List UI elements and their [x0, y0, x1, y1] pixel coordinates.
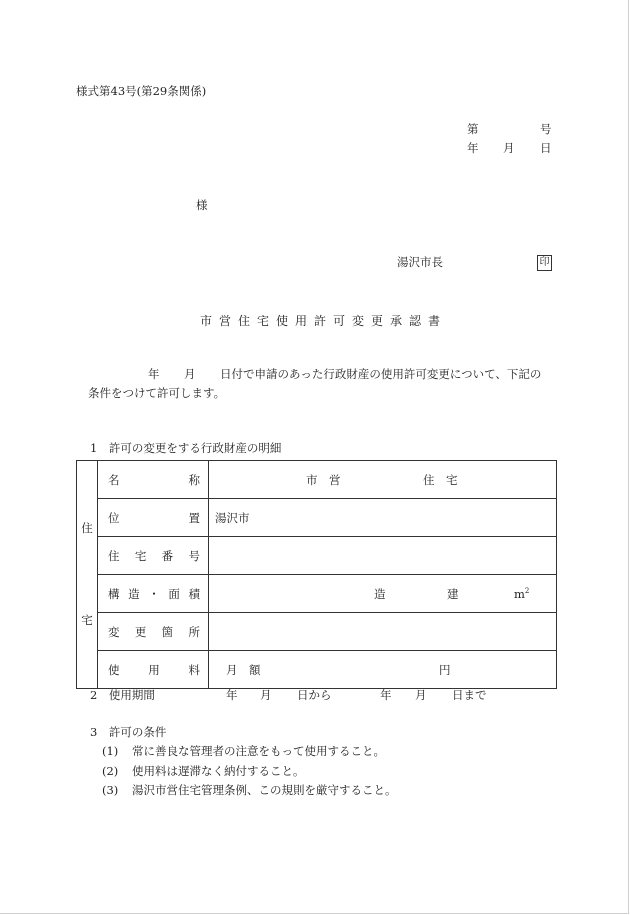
table-row	[77, 613, 557, 651]
condition-text-2: 使用料は遅滞なく納付すること。	[132, 764, 305, 778]
side-label-top: 住	[81, 521, 93, 535]
date-day: 日	[540, 141, 552, 155]
table-row	[77, 461, 557, 499]
period-from-day: 日から	[297, 688, 332, 702]
period-to-year: 年	[380, 688, 392, 702]
value-name-a: 市 営	[306, 472, 341, 487]
value-name-b: 住 宅	[423, 472, 458, 487]
section2-heading: 2 使用期間	[90, 688, 155, 702]
condition-text-1: 常に善良な管理者の注意をもって使用すること。	[132, 744, 385, 758]
side-label	[77, 461, 98, 689]
value-name	[209, 461, 557, 499]
value-location: 湯沢市	[209, 499, 557, 537]
section3-heading: 3 許可の条件	[90, 725, 167, 739]
period-from-month: 月	[260, 688, 272, 702]
section1-heading: 1 許可の変更をする行政財産の明細	[90, 441, 282, 455]
date-month: 月	[503, 141, 515, 155]
issuer: 湯沢市長	[397, 255, 443, 269]
table-row	[77, 499, 557, 537]
value-structure-area: 造 建 $m^2$	[209, 575, 557, 613]
property-detail-table	[76, 460, 557, 689]
side-label-bottom: 宅	[81, 612, 93, 627]
period-from-year: 年	[226, 688, 238, 702]
label-house-number: 住 宅 番 号	[98, 537, 209, 575]
condition-num-1: (1)	[102, 744, 119, 758]
condition-num-2: (2)	[102, 764, 119, 778]
value-change-location	[209, 613, 557, 651]
label-change-location: 変 更 箇 所	[98, 613, 209, 651]
label-name: 名 称	[98, 461, 209, 499]
table-row	[77, 651, 557, 689]
form-label: 様式第43号(第29条関係)	[76, 84, 207, 98]
condition-num-3: (3)	[102, 783, 119, 797]
label-usage-fee: 使 用 料	[98, 651, 209, 689]
label-location: 位 置	[98, 499, 209, 537]
seal-mark: 印	[537, 255, 552, 271]
addressee-suffix: 様	[196, 198, 208, 212]
period-to-month: 月	[415, 688, 427, 702]
table-row	[77, 537, 557, 575]
doc-number-dai: 第	[467, 122, 479, 136]
value-house-number	[209, 537, 557, 575]
period-to-day: 日まで	[452, 688, 487, 702]
body-year: 年	[148, 367, 160, 381]
body-month: 月	[184, 367, 196, 381]
body-line1: 日付で申請のあった行政財産の使用許可変更について、下記の	[220, 367, 542, 381]
body-line2: 条件をつけて許可します。	[88, 386, 226, 400]
label-structure-area: 構 造 ・ 面 積	[98, 575, 209, 613]
date-year: 年	[467, 141, 479, 155]
doc-number-go: 号	[540, 122, 552, 136]
table-row	[77, 575, 557, 613]
document-title: 市営住宅使用許可変更承認書	[200, 314, 448, 328]
value-usage-fee: 月 額 円	[209, 651, 557, 689]
condition-text-3: 湯沢市営住宅管理条例、この規則を厳守すること。	[132, 783, 397, 797]
